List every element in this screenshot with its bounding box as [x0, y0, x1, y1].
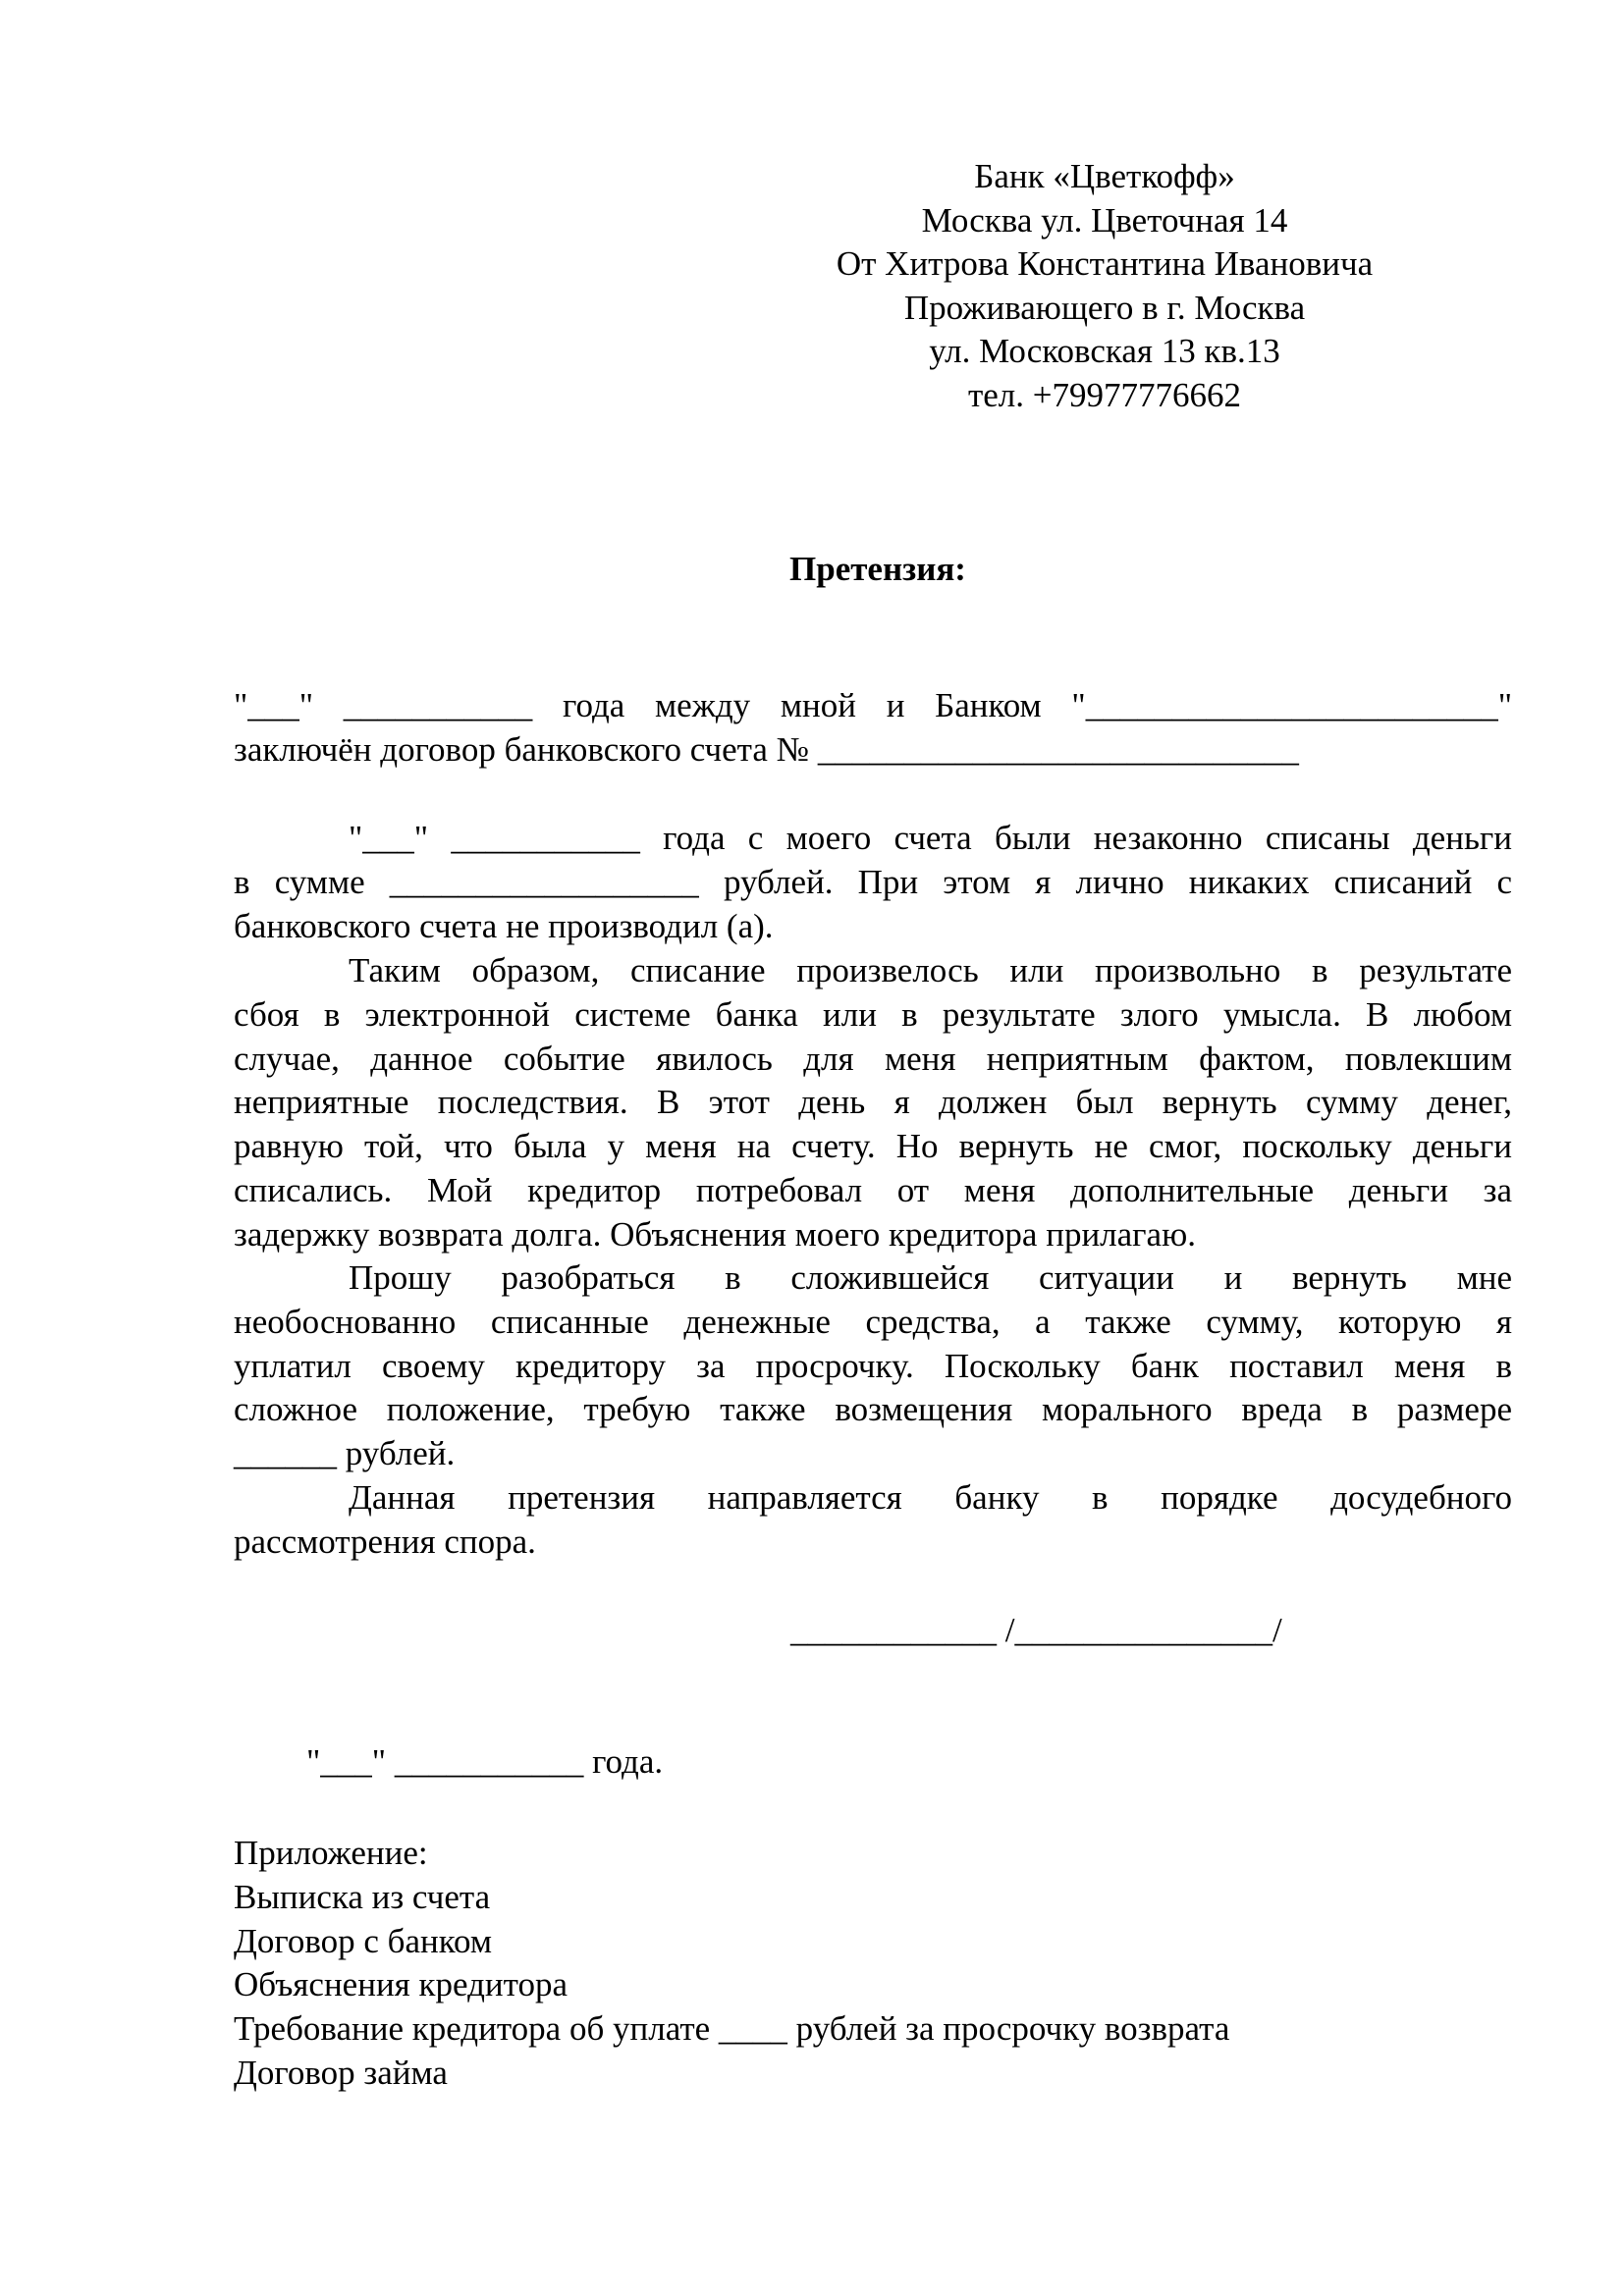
- circumstances-line-2: сбоя в электронной системе банка или в результате злого умысла. В любом: [234, 994, 1512, 1034]
- request-line-2: необоснованно списанные денежные средства, а также сумму, которую я: [234, 1302, 1512, 1341]
- pretrial-paragraph: [234, 1476, 1512, 1565]
- circumstances-line-3: случае, данное событие явилось для меня неприятным фактом, повлекшим: [234, 1039, 1512, 1078]
- date-line: "___" ___________ года.: [306, 1742, 664, 1781]
- circumstances-line-1: Таким образом, списание произвелось или произвольно в результате: [349, 951, 1512, 989]
- addressee-block: [785, 155, 1424, 417]
- sender-name: От Хитрова Константина Ивановича: [836, 244, 1374, 283]
- sender-phone: тел. +79977776662: [967, 375, 1242, 414]
- attachment-item: Объяснения кредитора: [234, 1965, 568, 2004]
- attachment-item: Договор займа: [234, 2053, 448, 2092]
- circumstances-line-5: равную той, что была у меня на счету. Но вернуть не смог, поскольку деньги: [234, 1127, 1512, 1166]
- circumstances-line-6: списались. Мой кредитор потребовал от меня дополнительные деньги за: [234, 1170, 1512, 1209]
- request-line-4: сложное положение, требую также возмещения морального вреда в размере: [234, 1390, 1512, 1429]
- bank-address: Москва ул. Цветочная 14: [921, 200, 1288, 240]
- circumstances-line-7: задержку возврата долга. Объяснения моего кредитора прилагаю.: [234, 1214, 1196, 1254]
- pretrial-line-1: Данная претензия направляется банку в порядке досудебного: [349, 1478, 1512, 1517]
- contract-line-1: "___" ___________ года между мной и Банком "________________________": [234, 686, 1512, 724]
- bank-name: Банк «Цветкофф»: [974, 157, 1235, 195]
- attachments-heading: Приложение:: [234, 1834, 428, 1872]
- attachment-item: Требование кредитора об уплате ____ рублей за просрочку возврата: [234, 2009, 1230, 2049]
- contract-paragraph: [234, 684, 1512, 773]
- attachment-item: Договор с банком: [234, 1921, 492, 1960]
- debit-paragraph: [234, 817, 1512, 948]
- sender-street: ул. Московская 13 кв.13: [929, 332, 1280, 370]
- request-line-1: Прошу разобраться в сложившейся ситуации и вернуть мне: [349, 1258, 1512, 1297]
- request-paragraph: [234, 1256, 1512, 1476]
- attachment-item: Выписка из счета: [234, 1877, 491, 1916]
- circumstances-line-4: неприятные последствия. В этот день я должен был вернуть сумму денег,: [234, 1083, 1512, 1122]
- pretrial-line-2: рассмотрения спора.: [234, 1522, 536, 1561]
- request-line-5: ______ рублей.: [234, 1434, 456, 1473]
- document-title: Претензия:: [789, 550, 966, 588]
- sender-city: Проживающего в г. Москва: [903, 288, 1306, 327]
- request-line-3: уплатил своему кредитору за просрочку. Поскольку банк поставил меня в: [234, 1346, 1512, 1385]
- debit-line-2: в сумме __________________ рублей. При этом я лично никаких списаний с: [234, 862, 1512, 901]
- debit-line-1: "___" ___________ года с моего счета были незаконно списаны деньги: [349, 819, 1512, 857]
- attachments-block: [234, 1832, 1229, 2096]
- signature-line: ____________ /_______________/: [790, 1611, 1282, 1649]
- debit-line-3: банковского счета не производил (а).: [234, 906, 774, 945]
- circumstances-paragraph: [234, 949, 1512, 1257]
- contract-line-2: заключён договор банковского счета № ____________________________: [234, 729, 1299, 769]
